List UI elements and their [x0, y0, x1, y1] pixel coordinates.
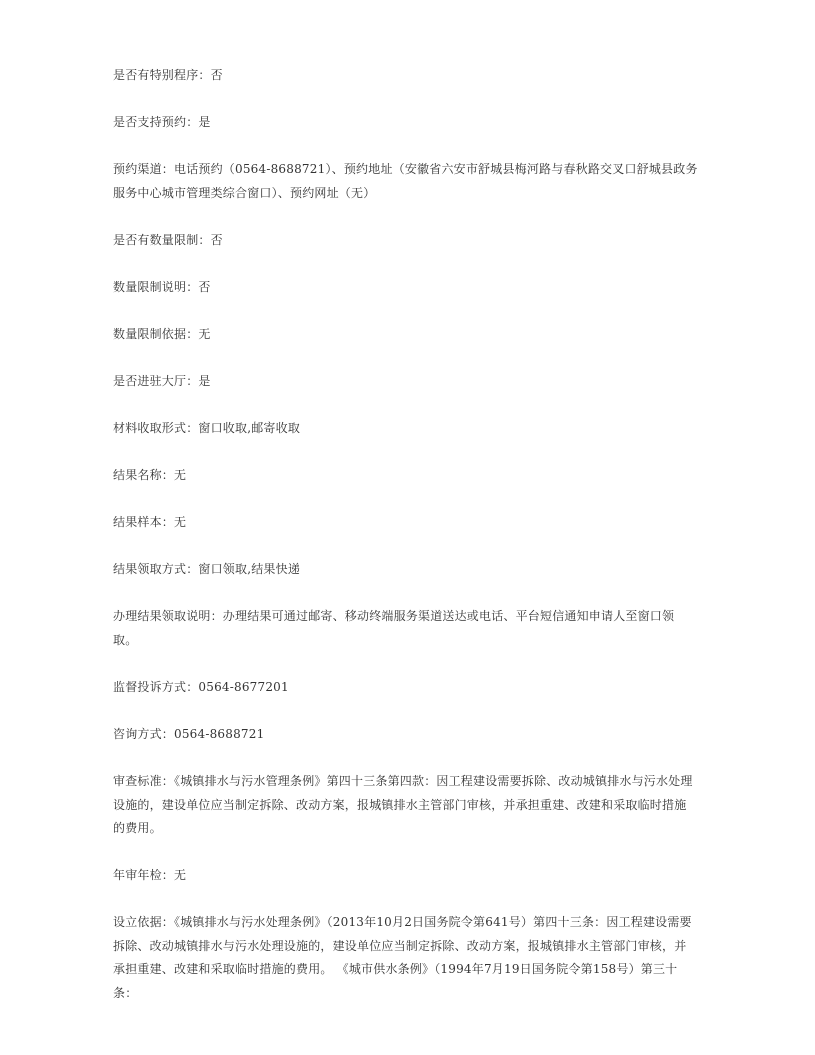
- paragraph-quantity-limit-note: 数量限制说明：否: [113, 280, 211, 294]
- paragraph-complaint-contact: 监督投诉方式：0564-8677201: [113, 680, 289, 694]
- paragraph-appointment-support: 是否支持预约：是: [113, 115, 211, 129]
- paragraph-appointment-channel: 预约渠道：电话预约（0564-8688721）、预约地址（安徽省六安市舒城县梅河路与春秋路交叉口舒城县政务服务中心城市管理类综合窗口）、预约网址（无）: [113, 162, 698, 200]
- paragraph-legal-basis: 设立依据：《城镇排水与污水处理条例》（2013年10月2日国务院令第641号）第四十三条：因工程建设需要拆除、改动城镇排水与污水处理设施的，建设单位应当制定拆除、改动方案，报城镇排水主管部门审核，并承担重建、改建和采取临时措施的费用。 《城市供水条例》（1994年7月19日国务院令第158号）第三十条：: [113, 915, 692, 1000]
- paragraph-result-sample: 结果样本：无: [113, 515, 187, 529]
- paragraph-result-pickup-note: 办理结果领取说明：办理结果可通过邮寄、移动终端服务渠道送达或电话、平台短信通知申请人至窗口领取。: [113, 609, 675, 647]
- paragraph-special-procedure: 是否有特别程序：否: [113, 68, 223, 82]
- paragraph-quantity-limit-basis: 数量限制依据：无: [113, 327, 211, 341]
- paragraph-quantity-limit: 是否有数量限制：否: [113, 233, 223, 247]
- paragraph-hall-presence: 是否进驻大厅：是: [113, 374, 211, 388]
- paragraph-review-standard: 审查标准：《城镇排水与污水管理条例》第四十三条第四款：因工程建设需要拆除、改动城镇排水与污水处理设施的，建设单位应当制定拆除、改动方案，报城镇排水主管部门审核，并承担重建、改建和采取临时措施的费用。: [113, 774, 693, 835]
- paragraph-consult-contact: 咨询方式：0564-8688721: [113, 727, 265, 741]
- paragraph-material-collection: 材料收取形式：窗口收取,邮寄收取: [113, 421, 301, 435]
- paragraph-result-pickup: 结果领取方式：窗口领取,结果快递: [113, 562, 301, 576]
- paragraph-annual-review: 年审年检：无: [113, 868, 187, 882]
- paragraph-result-name: 结果名称：无: [113, 468, 187, 482]
